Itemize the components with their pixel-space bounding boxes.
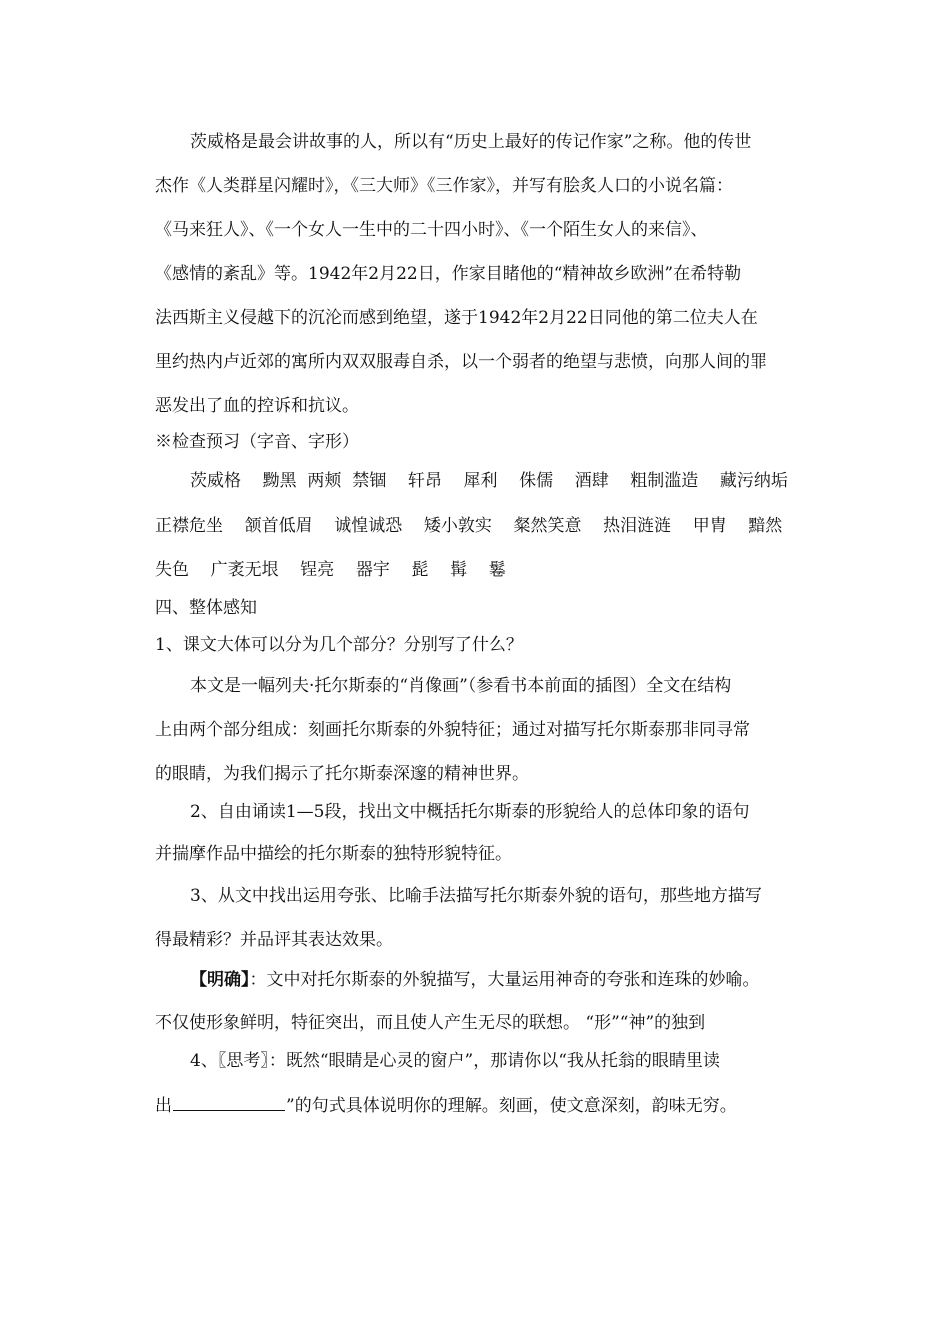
preview-heading: ※检查预习（字音、字形） (155, 432, 359, 452)
preview-words-line-2: 正襟危坐 颔首低眉 诚惶诚恐 矮小敦实 粲然笑意 热泪涟涟 甲胄 黯然 (155, 516, 783, 536)
intro-line-6: 里约热内卢近郊的寓所内双双服毒自杀，以一个弱者的绝望与悲愤，向那人间的罪 (155, 352, 767, 372)
fill-in-blank (173, 1094, 285, 1111)
preview-words-line-3: 失色 广袤无垠 锃亮 器宇 髭 髯 鬈 (155, 560, 506, 580)
question-2-line-2: 并揣摩作品中描绘的托尔斯泰的独特形貌特征。 (155, 844, 512, 864)
question-1: 1、课文大体可以分为几个部分？分别写了什么？ (155, 635, 523, 655)
clarify-text: ：文中对托尔斯泰的外貌描写，大量运用神奇的夸张和连珠的妙喻。 (249, 970, 760, 990)
answer-1-line-2: 上由两个部分组成：刻画托尔斯泰的外貌特征；通过对描写托尔斯泰那非同寻常 (155, 720, 750, 740)
question-3-line-2: 得最精彩？并品评其表达效果。 (155, 930, 393, 950)
intro-line-7: 恶发出了血的控诉和抗议。 (155, 396, 359, 416)
section-heading: 四、整体感知 (155, 598, 257, 618)
question-4-prefix: 出 (155, 1096, 172, 1116)
intro-line-4: 《感情的紊乱》等。1942年2月22日，作家目睹他的“精神故乡欧洲”在希特勒 (155, 264, 742, 284)
question-4-line-1: 4、〖思考〗：既然“眼睛是心灵的窗户”，那请你以“我从托翁的眼睛里读 (190, 1051, 720, 1071)
answer-1-line-3: 的眼睛，为我们揭示了托尔斯泰深邃的精神世界。 (155, 764, 529, 784)
intro-line-3: 《马来狂人》、《一个女人一生中的二十四小时》、《一个陌生女人的来信》、 (155, 220, 708, 240)
clarify-line-1 (190, 969, 760, 991)
preview-words-line-1: 茨威格 黝黑 两颊 禁锢 轩昂 犀利 侏儒 酒肆 粗制滥造 藏污纳垢 (190, 471, 788, 491)
clarify-label: 【明确】 (190, 970, 250, 990)
question-4-line-2 (155, 1094, 737, 1117)
question-2-line-1: 2、自由诵读1—5段，找出文中概括托尔斯泰的形貌给人的总体印象的语句 (190, 802, 750, 822)
question-4-suffix: ”的句式具体说明你的理解。刻画，使文意深刻，韵味无穷。 (286, 1096, 737, 1116)
intro-line-5: 法西斯主义侵越下的沉沦而感到绝望，遂于1942年2月22日同他的第二位夫人在 (155, 308, 758, 328)
intro-line-2: 杰作《人类群星闪耀时》，《三大师》《三作家》，并写有脍炙人口的小说名篇： (155, 176, 733, 196)
intro-line-1: 茨威格是最会讲故事的人，所以有“历史上最好的传记作家”之称。他的传世 (190, 132, 752, 152)
answer-1-line-1: 本文是一幅列夫·托尔斯泰的“肖像画”（参看书本前面的插图）全文在结构 (190, 676, 732, 696)
question-3-line-1: 3、从文中找出运用夸张、比喻手法描写托尔斯泰外貌的语句，那些地方描写 (190, 886, 762, 906)
clarify-line-2: 不仅使形象鲜明，特征突出，而且使人产生无尽的联想。 “形”“神”的独到 (155, 1013, 706, 1033)
